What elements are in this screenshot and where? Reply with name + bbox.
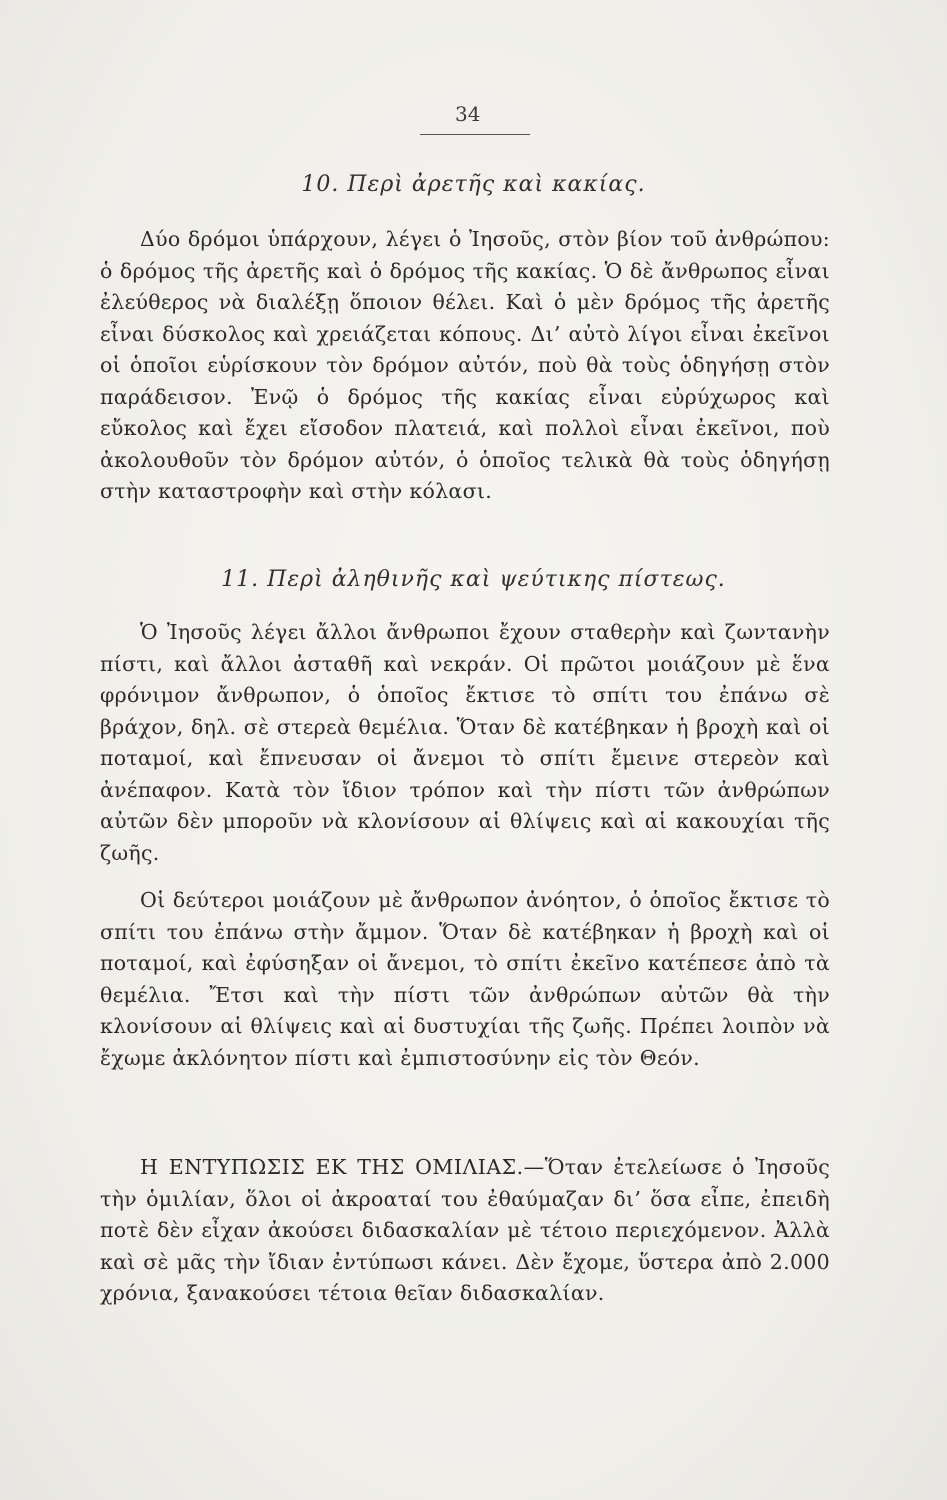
- impression-text: Ὅταν ἐτελείωσε ὁ Ἰησοῦς τὴν ὁμιλίαν, ὅλοι οἱ ἀκροαταί του ἐθαύμαζαν δι’ ὅσα εἶπε, ἐπειδὴ ποτὲ δὲν εἶχαν ἀκούσει διδασκαλίαν μὲ τέτοιο περιεχόμενον. Ἀλλὰ καὶ σὲ μᾶς τὴν ἴδιαν ἐντύπωσι κάνει. Δὲν ἔχομε, ὕστερα ἀπὸ 2.000 χρόνια, ξανακούσει τέτοια θεῖαν διδασκαλίαν.: [100, 1155, 830, 1305]
- page-number-rule: [420, 134, 530, 135]
- section-10-heading: 10. Περὶ ἀρετῆς καὶ κακίας.: [301, 172, 646, 197]
- page-number: 34: [455, 102, 481, 126]
- impression-label: Η ΕΝΤΥΠΩΣΙΣ ΕΚ ΤΗΣ ΟΜΙΛΙΑΣ.—: [140, 1155, 545, 1179]
- section-10-paragraph: Δύο δρόμοι ὑπάρχουν, λέγει ὁ Ἰησοῦς, στὸν βίον τοῦ ἀνθρώπου: ὁ δρόμος τῆς ἀρετῆς καὶ ὁ δρόμος τῆς κακίας. Ὁ δὲ ἄνθρωπος εἶναι ἐλεύθερος νὰ διαλέξῃ ὅποιον θέλει. Καὶ ὁ μὲν δρόμος τῆς ἀρετῆς εἶναι δύσκολος καὶ χρειάζεται κόπους. Δι’ αὐτὸ λίγοι εἶναι ἐκεῖνοι οἱ ὁποῖοι εὑρίσκουν τὸν δρόμον αὐτόν, ποὺ θὰ τοὺς ὁδηγήσῃ στὸν παράδεισον. Ἐνῷ ὁ δρόμος τῆς κακίας εἶναι εὐρύχωρος καὶ εὔκολος καὶ ἔχει εἴσοδον πλατειά, καὶ πολλοὶ εἶναι ἐκεῖνοι, ποὺ ἀκολουθοῦν τὸν δρόμον αὐτόν, ὁ ὁποῖος τελικὰ θὰ τοὺς ὁδηγήσῃ στὴν καταστροφὴν καὶ στὴν κόλασι.: [100, 227, 830, 503]
- section-11-paragraph-2: Οἱ δεύτεροι μοιάζουν μὲ ἄνθρωπον ἀνόητον, ὁ ὁποῖος ἔκτισε τὸ σπίτι του ἐπάνω στὴν ἄμμον. Ὅταν δὲ κατέβηκαν ἡ βροχὴ καὶ οἱ ποταμοί, καὶ ἐφύσηξαν οἱ ἄνεμοι, τὸ σπίτι ἐκεῖνο κατέπεσε ἀπὸ τὰ θεμέλια. Ἔτσι καὶ τὴν πίστι τῶν ἀνθρώπων αὐτῶν θὰ τὴν κλονίσουν αἱ θλίψεις καὶ αἱ δυστυχίαι τῆς ζωῆς. Πρέπει λοιπὸν νὰ ἔχωμε ἀκλόνητον πίστι καὶ ἐμπιστοσύνην εἰς τὸν Θεόν.: [100, 888, 830, 1070]
- section-11-heading: 11. Περὶ ἀληθινῆς καὶ ψεύτικης πίστεως.: [221, 567, 726, 592]
- section-11-paragraph-1: Ὁ Ἰησοῦς λέγει ἄλλοι ἄνθρωποι ἔχουν σταθερὴν καὶ ζωντανὴν πίστι, καὶ ἄλλοι ἀσταθῆ καὶ νεκράν. Οἱ πρῶτοι μοιάζουν μὲ ἕνα φρόνιμον ἄνθρωπον, ὁ ὁποῖος ἔκτισε τὸ σπίτι του ἐπάνω σὲ βράχον, δηλ. σὲ στερεὰ θεμέλια. Ὅταν δὲ κατέβηκαν ἡ βροχὴ καὶ οἱ ποταμοί, καὶ ἔπνευσαν οἱ ἄνεμοι τὸ σπίτι ἔμεινε στερεὸν καὶ ἀνέπαφον. Κατὰ τὸν ἴδιον τρόπον καὶ τὴν πίστι τῶν ἀνθρώπων αὐτῶν δὲν μποροῦν νὰ κλονίσουν αἱ θλίψεις καὶ αἱ κακουχίαι τῆς ζωῆς.: [100, 620, 830, 865]
- impression-paragraph: [100, 1152, 830, 1310]
